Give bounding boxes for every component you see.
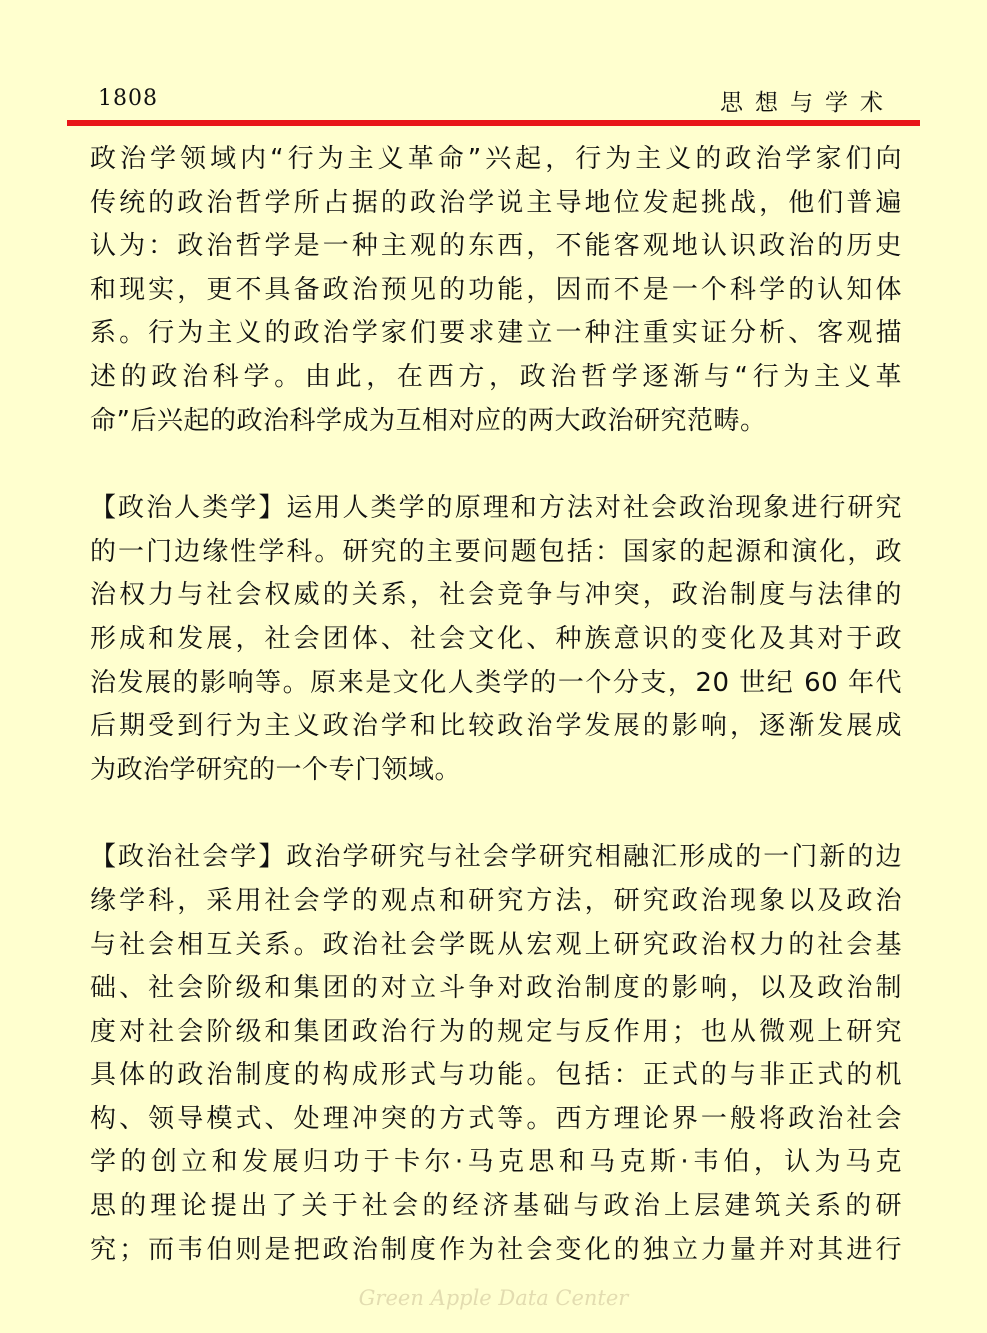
text-line: 命”后兴起的政治科学成为互相对应的两大政治研究范畴。 <box>90 405 767 436</box>
paragraph-gap <box>90 792 902 836</box>
entry-political-sociology <box>90 836 902 1272</box>
text-line: 思的理论提出了关于社会的经济基础与政治上层建筑关系的研 <box>90 1191 902 1222</box>
entry-political-anthropology <box>90 487 902 792</box>
text-line: 构、领导模式、处理冲突的方式等。西方理论界一般将政治社会 <box>90 1103 902 1134</box>
text-line: 的一门边缘性学科。研究的主要问题包括：国家的起源和演化，政 <box>90 536 902 567</box>
text-line: 和现实，更不具备政治预见的功能，因而不是一个科学的认知体 <box>90 274 902 305</box>
running-head: 思想与学术 <box>720 90 895 116</box>
text-line: 治权力与社会权威的关系，社会竞争与冲突，政治制度与法律的 <box>90 580 902 611</box>
text-line: 础、社会阶级和集团的对立斗争对政治制度的影响，以及政治制 <box>90 973 902 1004</box>
text-line: 认为：政治哲学是一种主观的东西，不能客观地认识政治的历史 <box>90 231 902 262</box>
text-line: 为政治学研究的一个专门领域。 <box>90 754 462 785</box>
paragraph-1 <box>90 138 902 443</box>
text-line: 述的政治科学。由此，在西方，政治哲学逐渐与“行为主义革 <box>90 361 902 392</box>
text-line: 学的创立和发展归功于卡尔·马克思和马克斯·韦伯，认为马克 <box>90 1147 902 1178</box>
text-line: 与社会相互关系。政治社会学既从宏观上研究政治权力的社会基 <box>90 929 902 960</box>
header-rule <box>67 120 920 126</box>
page-number: 1808 <box>98 86 158 111</box>
text-line: 究；而韦伯则是把政治制度作为社会变化的独立力量并对其进行 <box>90 1234 902 1265</box>
text-line: 治发展的影响等。原来是文化人类学的一个分支，20 世纪 60 年代 <box>90 667 902 698</box>
text-line: 系。行为主义的政治学家们要求建立一种注重实证分析、客观描 <box>90 318 902 349</box>
text-line: 【政治社会学】政治学研究与社会学研究相融汇形成的一门新的边 <box>90 842 902 873</box>
text-line: 【政治人类学】运用人类学的原理和方法对社会政治现象进行研究 <box>90 493 902 524</box>
text-line: 具体的政治制度的构成形式与功能。包括：正式的与非正式的机 <box>90 1060 902 1091</box>
text-line: 后期受到行为主义政治学和比较政治学发展的影响，逐渐发展成 <box>90 711 902 742</box>
body-text <box>90 138 902 1272</box>
text-line: 传统的政治哲学所占据的政治学说主导地位发起挑战，他们普遍 <box>90 187 902 218</box>
text-line: 度对社会阶级和集团政治行为的规定与反作用；也从微观上研究 <box>90 1016 902 1047</box>
text-line: 形成和发展，社会团体、社会文化、种族意识的变化及其对于政 <box>90 623 902 654</box>
text-line: 缘学科，采用社会学的观点和研究方法，研究政治现象以及政治 <box>90 885 902 916</box>
text-line: 政治学领域内“行为主义革命”兴起，行为主义的政治学家们向 <box>90 144 902 174</box>
paragraph-gap <box>90 443 902 487</box>
watermark: Green Apple Data Center <box>358 1286 629 1310</box>
